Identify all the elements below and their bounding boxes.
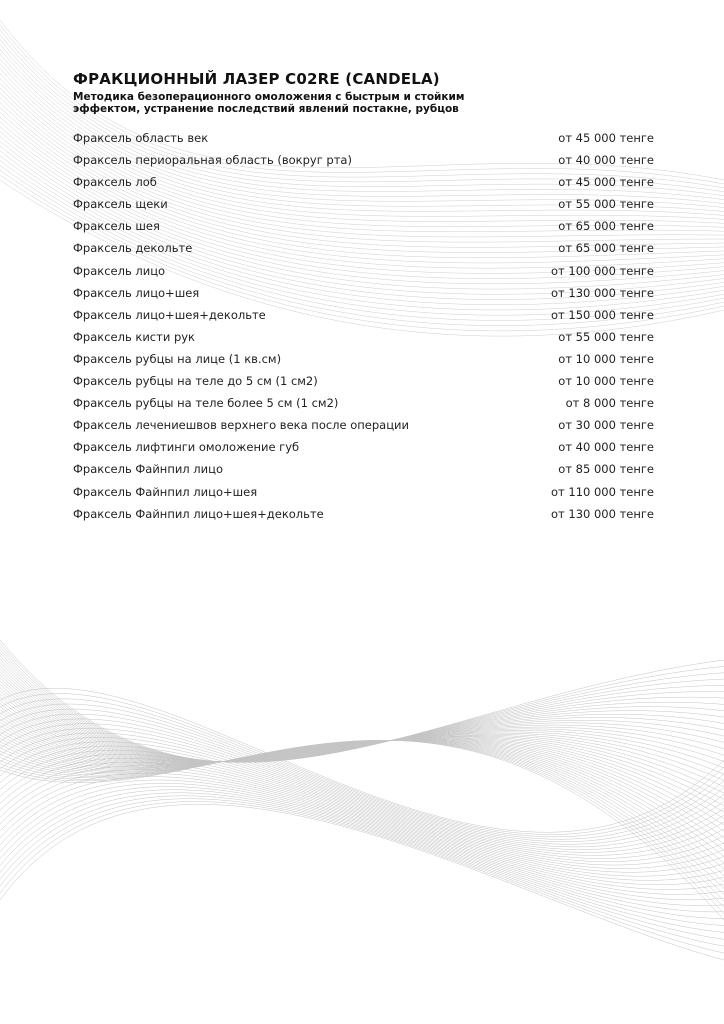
service-price: от 65 000 тенге [558,241,654,256]
price-row [73,308,654,330]
service-name: Фраксель периоральная область (вокруг рта) [73,153,352,168]
service-name: Фраксель декольте [73,241,193,256]
service-name: Фраксель Файнпил лицо+шея [73,484,258,499]
price-row [73,286,654,308]
wave-line [0,697,724,774]
service-price: от 40 000 тенге [558,440,654,455]
service-price: от 85 000 тенге [558,462,654,477]
price-row [73,153,654,175]
wave-line [0,691,724,763]
service-name: Фраксель лечениешвов верхнего века после операции [73,418,410,433]
service-price: от 45 000 тенге [558,175,654,190]
wave-line [0,766,724,885]
price-row [73,440,654,462]
price-row [73,175,654,197]
price-row [73,374,654,396]
price-row [73,396,654,418]
bottom-wave-lines [0,640,724,960]
service-name: Фраксель Файнпил лицо+шея+декольте [73,506,324,521]
service-name: Фраксель щеки [73,197,168,212]
wave-line [0,740,724,894]
price-row [73,418,654,440]
wave-line [0,738,724,856]
service-price: от 30 000 тенге [558,418,654,433]
service-name: Фраксель рубцы на теле до 5 см (1 см2) [73,374,318,389]
wave-line [0,740,724,888]
wave-line [0,740,724,869]
price-row [73,264,654,286]
service-name: Фраксель лицо [73,263,166,278]
price-row [73,219,654,241]
service-price: от 130 000 тенге [550,285,654,300]
service-price: от 150 000 тенге [550,307,654,322]
wave-line [0,681,724,762]
service-name: Фраксель лицо+шея+декольте [73,307,266,322]
service-name: Фраксель область век [73,131,209,145]
price-row [73,330,654,352]
wave-line [0,675,724,762]
price-row [73,241,654,263]
wave-line [0,770,724,890]
price-list [73,131,654,529]
price-row [73,131,654,153]
service-price: от 40 000 тенге [558,153,654,168]
price-row [73,197,654,219]
wave-line [0,659,724,762]
price-row [73,352,654,374]
price-list-section [73,70,654,529]
service-name: Фраксель лоб [73,175,157,190]
service-name: Фраксель кисти рук [73,329,195,344]
wave-line [0,790,724,926]
service-name: Фраксель рубцы на теле более 5 см (1 см2) [73,396,339,411]
service-name: Фраксель шея [73,219,160,234]
service-price: от 8 000 тенге [565,396,654,411]
service-name: Фраксель лицо+шея [73,285,200,300]
wave-line [0,802,724,954]
service-price: от 130 000 тенге [550,506,654,521]
wave-line [0,669,724,762]
page-subtitle: Методика безоперационного омоложения с быстрым и стойким эффектом, устранение последствий явлений постакне, рубцов [73,91,465,115]
service-price: от 55 000 тенге [558,197,654,212]
service-price: от 65 000 тенге [558,219,654,234]
service-price: от 100 000 тенге [550,263,654,278]
price-row [73,462,654,484]
wave-line [0,742,724,862]
service-price: от 110 000 тенге [550,484,654,499]
service-price: от 45 000 тенге [558,131,654,145]
service-name: Фраксель рубцы на лице (1 кв.см) [73,351,282,366]
price-row [73,485,654,507]
wave-line [0,777,724,900]
service-price: от 10 000 тенге [558,351,654,366]
price-row [73,507,654,529]
service-price: от 55 000 тенге [558,329,654,344]
wave-line [0,796,724,940]
service-name: Фраксель лифтинги омоложение губ [73,440,300,455]
wave-line [0,780,724,906]
page-title: ФРАКЦИОННЫЙ ЛАЗЕР С02RE (CANDELA) [73,70,440,88]
service-price: от 10 000 тенге [558,374,654,389]
service-name: Фраксель Файнпил лицо [73,462,223,477]
